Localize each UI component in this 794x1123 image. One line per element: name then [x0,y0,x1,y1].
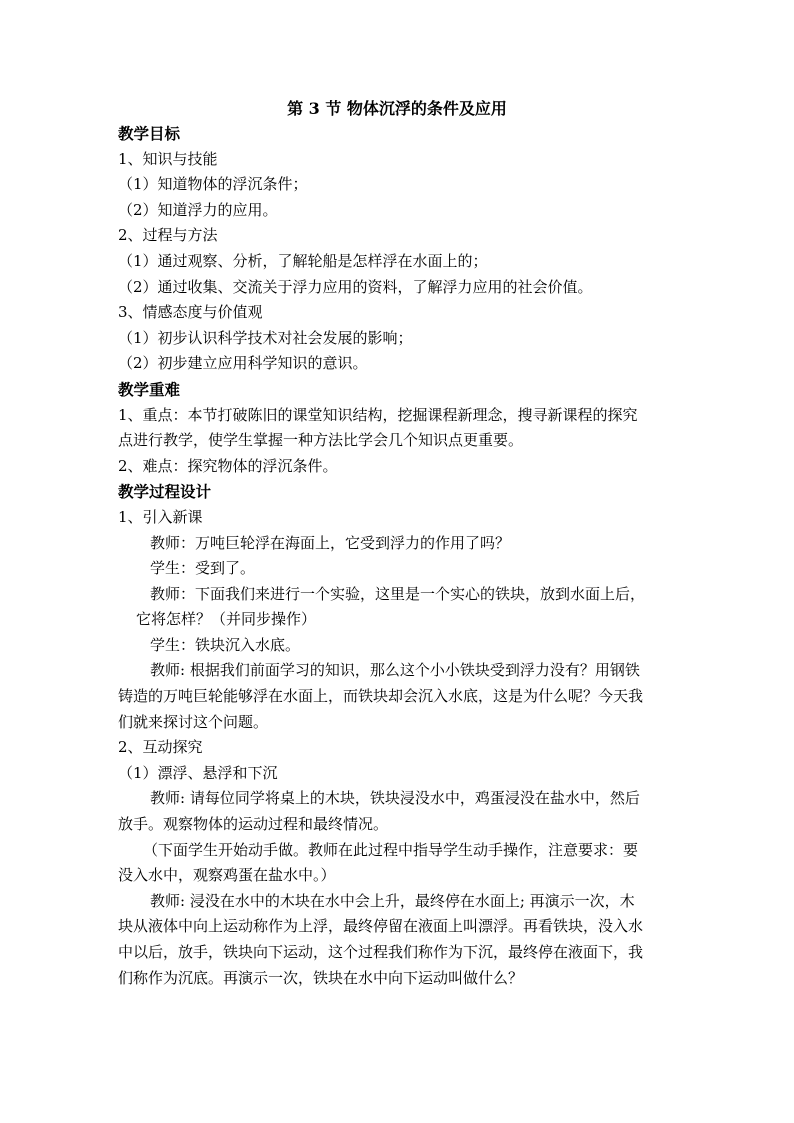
explore-1-line-1: 教师: 请每位同学将桌上的木块，铁块浸没水中，鸡蛋浸没在盐水中，然后 [150,789,640,808]
dialogue-5-line-3: 们就来探讨这个问题。 [118,712,269,731]
dialogue-3-line-2: 它将怎样？（并同步操作） [136,610,317,629]
key-point-1-line-2: 点进行教学，使学生掌握一种方法比学会几个知识点更重要。 [118,431,524,450]
explore-2-line-2: 没入水中，观察鸡蛋在盐水中。） [118,866,336,885]
goal-3-item-a: （1）初步认识科学技术对社会发展的影响； [118,328,413,347]
goal-3-item-b: （2）初步建立应用科学知识的意识。 [118,354,368,373]
document-body [118,121,678,991]
explore-2-line-1: （下面学生开始动手做。教师在此过程中指导学生动手操作，注意要求：要 [143,840,639,859]
dialogue-5-line-2: 铸造的万吨巨轮能够浮在水面上，而铁块却会沉入水底，这是为什么呢？今天我 [118,687,644,706]
step-1: 1、引入新课 [118,507,203,526]
explore-3-line-3: 中以后，放手，铁块向下运动，这个过程我们称作为下沉，最终停在液面下，我 [118,943,644,961]
explore-3-line-4: 们称作为沉底。再演示一次，铁块在水中向下运动叫做什么？ [118,968,524,987]
goal-2: 2、过程与方法 [118,226,218,245]
goal-2-item-a: （1）通过观察、分析，了解轮船是怎样浮在水面上的； [118,251,488,270]
step-2-item-a: （1）漂浮、悬浮和下沉 [118,763,278,782]
goal-3: 3、情感态度与价值观 [118,303,263,322]
dialogue-4: 学生：铁块沉入水底。 [150,635,301,654]
dialogue-3-line-1: 教师：下面我们来进行一个实验，这里是一个实心的铁块，放到水面上后， [150,584,646,603]
page-title: 第 3 节 物体沉浮的条件及应用 [287,99,507,118]
key-point-2: 2、难点：探究物体的浮沉条件。 [118,456,338,475]
goal-1-item-b: （2）知道浮力的应用。 [118,200,278,219]
key-point-1-line-1: 1、重点：本节打破陈旧的课堂知识结构，挖掘课程新理念，搜寻新课程的探究 [118,405,638,424]
dialogue-2: 学生：受到了。 [150,559,256,578]
explore-1-line-2: 放手。观察物体的运动过程和最终情况。 [118,815,389,834]
step-2: 2、互动探究 [118,738,203,757]
section-heading-key-points: 教学重难 [118,379,181,399]
explore-3-line-2: 块从液体中向上运动称作为上浮，最终停留在液面上叫漂浮。再看铁块，没入水 [118,917,644,936]
goal-1: 1、知识与技能 [118,149,218,168]
dialogue-5-line-1: 教师: 根据我们前面学习的知识，那么这个小小铁块受到浮力没有？用钢铁 [150,661,640,680]
section-heading-goals: 教学目标 [118,124,181,143]
dialogue-1: 教师：万吨巨轮浮在海面上，它受到浮力的作用了吗？ [150,533,511,552]
goal-1-item-a: （1）知道物体的浮沉条件； [118,175,308,194]
goal-2-item-b: （2）通过收集、交流关于浮力应用的资料，了解浮力应用的社会价值。 [118,277,593,296]
explore-3-line-1: 教师: 浸没在水中的木块在水中会上升，最终停在水面上; 再演示一次，木 [150,891,635,910]
section-heading-design: 教学过程设计 [118,482,212,502]
